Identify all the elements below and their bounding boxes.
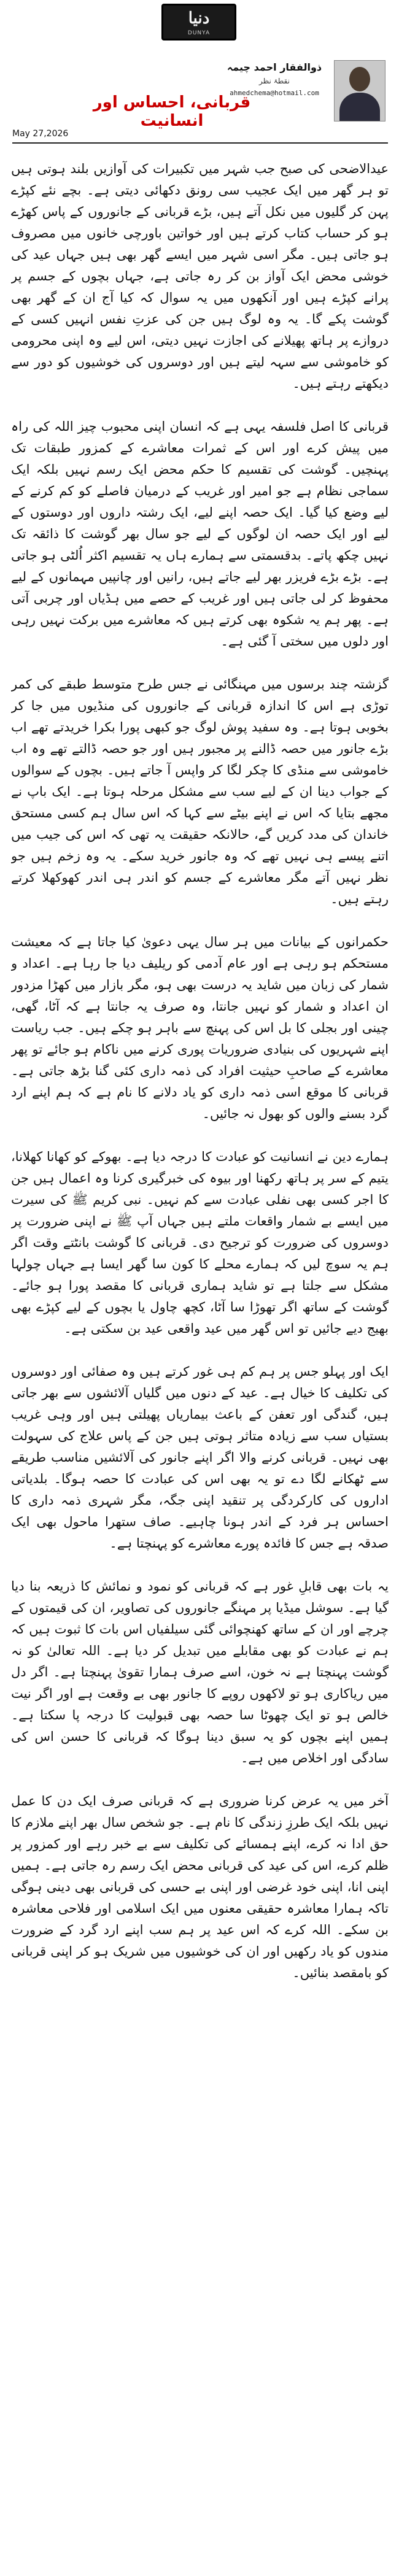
column-header [12,56,388,150]
article-body [11,158,389,2570]
header-divider [12,142,388,144]
newspaper-logo [161,4,236,40]
article-paragraph: ایک اور پہلو جس پر ہم کم ہی غور کرتے ہیں وہ صفائی اور دوسروں کی تکلیف کا خیال ہے۔ عید کے دنوں میں گلیاں آلائشوں سے بھر جاتی ہیں، گندگی اور تعفن کے باعث بیماریاں پھیلتی ہیں اور وہی غریب بستیاں سب سے زیادہ متاثر ہوتی ہیں جن کے پاس علاج کی سہولت بھی نہیں۔ قربانی کرنے والا اگر اپنے جانور کی آلائشیں مناسب طریقے سے ٹھکانے لگا دے تو یہ بھی اس کی عبادت کا حصہ ہوگا۔ بلدیاتی اداروں کی کارکردگی پر تنقید اپنی جگہ، مگر شہری ذمہ داری کا احساس ہر فرد کے اندر ہونا چاہیے۔ صاف ستھرا ماحول بھی ایک صدقہ ہے جس کا فائدہ پورے معاشرے کو پہنچتا ہے۔ [11,1364,389,1551]
publication-date: May 27,2026 [12,129,69,139]
article-paragraph: حکمرانوں کے بیانات میں ہر سال یہی دعویٰ کیا جاتا ہے کہ معیشت مستحکم ہو رہی ہے اور عام آدمی کو ریلیف دیا جا رہا ہے۔ اعداد و شمار کی زبان میں شاید یہ درست بھی ہو، مگر بازار میں کھڑا مزدور ان اعداد و شمار کو نہیں جانتا، وہ صرف یہ جانتا ہے کہ آٹا، گھی، چینی اور بجلی کا بل اس کی پہنچ سے باہر ہو چکے ہیں۔ جب ریاست اپنے شہریوں کی بنیادی ضروریات پوری کرنے میں ناکام ہو جائے تو پھر معاشرے کے صاحبِ حیثیت افراد کی ذمہ داری کئی گنا بڑھ جاتی ہے۔ قربانی کا موقع اسی ذمہ داری کو یاد دلانے کا نام ہے کہ ہم اپنے ارد گرد بسنے والوں کو بھول نہ جائیں۔ [11,935,389,1121]
article-paragraph: یہ بات بھی قابلِ غور ہے کہ قربانی کو نمود و نمائش کا ذریعہ بنا دیا گیا ہے۔ سوشل میڈیا پر مہنگے جانوروں کی تصاویر، ان کی قیمتوں کے چرچے اور ان کے ساتھ کھنچوائی گئی سیلفیاں اس بات کا ثبوت ہیں کہ ہم نے عبادت کو بھی مقابلے میں تبدیل کر دیا ہے۔ اللہ تعالیٰ کو نہ گوشت پہنچتا ہے نہ خون، اسے صرف ہمارا تقویٰ پہنچتا ہے۔ اگر دل میں ریاکاری ہو تو لاکھوں روپے کا جانور بھی بے وقعت ہے اور اگر نیت خالص ہو تو ایک چھوٹا سا حصہ بھی قبولیت کا درجہ پا سکتا ہے۔ ہمیں اپنے بچوں کو یہ سبق دینا ہوگا کہ قربانی کا حسن اس کی سادگی اور اخلاص میں ہے۔ [11,1579,389,1765]
article-paragraph: گزشتہ چند برسوں میں مہنگائی نے جس طرح متوسط طبقے کی کمر توڑی ہے اس کا اندازہ قربانی کے جانوروں کی منڈیوں میں جا کر بخوبی ہوتا ہے۔ وہ سفید پوش لوگ جو کبھی پورا بکرا خریدتے تھے اب بڑے جانور میں حصہ ڈالنے پر مجبور ہیں اور جو حصہ ڈالتے تھے وہ اب خاموشی سے منڈی کا چکر لگا کر واپس آ جاتے ہیں۔ بچوں کے سوالوں کے جواب دینا ان کے لیے سب سے مشکل مرحلہ ہوتا ہے۔ ایک باپ نے مجھے بتایا کہ اس نے اپنے بیٹے سے کہا کہ اس سال ہم کسی مستحق خاندان کی مدد کریں گے، حالانکہ حقیقت یہ تھی کہ اس کی جیب میں اتنے پیسے ہی نہیں تھے کہ وہ جانور خرید سکے۔ یہ وہ زخم ہیں جو نظر نہیں آتے مگر معاشرے کے جسم کو اندر ہی اندر کھوکھلا کرتے رہتے ہیں۔ [11,677,389,906]
author-email: ahmedchema@hotmail.com [230,89,319,97]
article-paragraph: آخر میں یہ عرض کرنا ضروری ہے کہ قربانی صرف ایک دن کا عمل نہیں بلکہ ایک طرزِ زندگی کا نام ہے۔ جو شخص سال بھر اپنے ملازم کا حق ادا نہ کرے، اپنے ہمسائے کی تکلیف سے بے خبر رہے اور کمزور پر ظلم کرے، اس کی عید کی قربانی محض ایک رسم رہ جاتی ہے۔ ہمیں اپنی انا، اپنی خود غرضی اور اپنی بے حسی کی قربانی بھی دینی ہوگی تاکہ ہمارا معاشرہ حقیقی معنوں میں ایک اسلامی اور فلاحی معاشرہ بن سکے۔ اللہ کرے کہ اس عید پر ہم سب اپنے ارد گرد کے ضرورت مندوں کو یاد رکھیں اور ان کی خوشیوں میں شریک ہو کر اپنی قربانی کو بامقصد بنائیں۔ [11,1794,389,1980]
article-paragraph: عیدالاضحی کی صبح جب شہر میں تکبیرات کی آوازیں بلند ہوتی ہیں تو ہر گھر میں ایک عجیب سی رونق دکھائی دیتی ہے۔ بچے نئے کپڑے پہن کر گلیوں میں نکل آتے ہیں، بڑے قربانی کے جانوروں کے پاس کھڑے ہو کر حساب کتاب کرتے ہیں اور خواتین باورچی خانوں میں مصروف ہو جاتی ہیں۔ مگر اسی شہر میں ایسے گھر بھی ہیں جہاں عید کی خوشی محض ایک آواز بن کر رہ جاتی ہے، جہاں بچوں کے جسم پر پرانے کپڑے ہیں اور آنکھوں میں یہ سوال کہ کیا آج ان کے گھر بھی گوشت پکے گا۔ یہ وہ لوگ ہیں جن کی عزتِ نفس انہیں کسی کے دروازے پر ہاتھ پھیلانے کی اجازت نہیں دیتی، اس لیے وہ اپنی محرومی کو خاموشی سے سہہ لیتے ہیں اور دوسروں کی خوشیوں کو دور سے دیکھتے رہتے ہیں۔ [11,161,389,391]
column-name: نقطۂ نظر [259,77,290,85]
article-paragraph: قربانی کا اصل فلسفہ یہی ہے کہ انسان اپنی محبوب چیز اللہ کی راہ میں پیش کرے اور اس کے ثمرات معاشرے کے کمزور طبقات تک پہنچیں۔ گوشت کی تقسیم کا حکم محض ایک رسم نہیں بلکہ ایک سماجی نظام ہے جو امیر اور غریب کے درمیان فاصلے کو کم کرنے کے لیے وضع کیا گیا۔ ایک حصہ اپنے لیے، ایک رشتہ داروں اور دوستوں کے لیے اور ایک حصہ ان لوگوں کے لیے جو سال بھر گوشت کا ذائقہ تک نہیں چکھ پاتے۔ بدقسمتی سے ہمارے ہاں یہ تقسیم اکثر اُلٹی ہو جاتی ہے۔ بڑے بڑے فریزر بھر لیے جاتے ہیں، رانیں اور چانپیں مہمانوں کے لیے محفوظ کر لی جاتی ہیں اور غریب کے حصے میں ہڈیاں اور چربی آتی ہے۔ پھر ہم یہ شکوہ بھی کرتے ہیں کہ معاشرے میں برکت نہیں رہی اور دلوں میں سختی آ گئی ہے۔ [11,419,389,649]
logo-subtitle: DUNYA [187,30,211,36]
article-title: قربانی، احساس اور انسانیت [93,93,251,130]
author-name: ذوالفقار احمد چیمہ [227,61,322,73]
logo-wordmark: دنیا [188,9,210,28]
article-paragraph: ہمارے دین نے انسانیت کو عبادت کا درجہ دیا ہے۔ بھوکے کو کھانا کھلانا، یتیم کے سر پر ہاتھ رکھنا اور بیوہ کی خبرگیری کرنا وہ اعمال ہیں جن کا اجر کسی بھی نفلی عبادت سے کم نہیں۔ نبی کریم ﷺ کی سیرت میں ایسے بے شمار واقعات ملتے ہیں جہاں آپ ﷺ نے اپنی ضرورت پر دوسروں کی ضرورت کو ترجیح دی۔ قربانی کا گوشت بانٹتے وقت اگر ہم یہ سوچ لیں کہ ہمارے محلے کا کون سا گھر ایسا ہے جہاں چولہا مشکل سے جلتا ہے تو شاید ہماری قربانی کا مقصد پورا ہو جائے۔ گوشت کے ساتھ اگر تھوڑا سا آٹا، کچھ چاول یا بچوں کے لیے کپڑے بھی بھیج دیے جائیں تو اس گھر میں عید واقعی عید بن سکتی ہے۔ [11,1149,389,1336]
author-block [222,61,327,97]
author-photo [334,60,385,121]
